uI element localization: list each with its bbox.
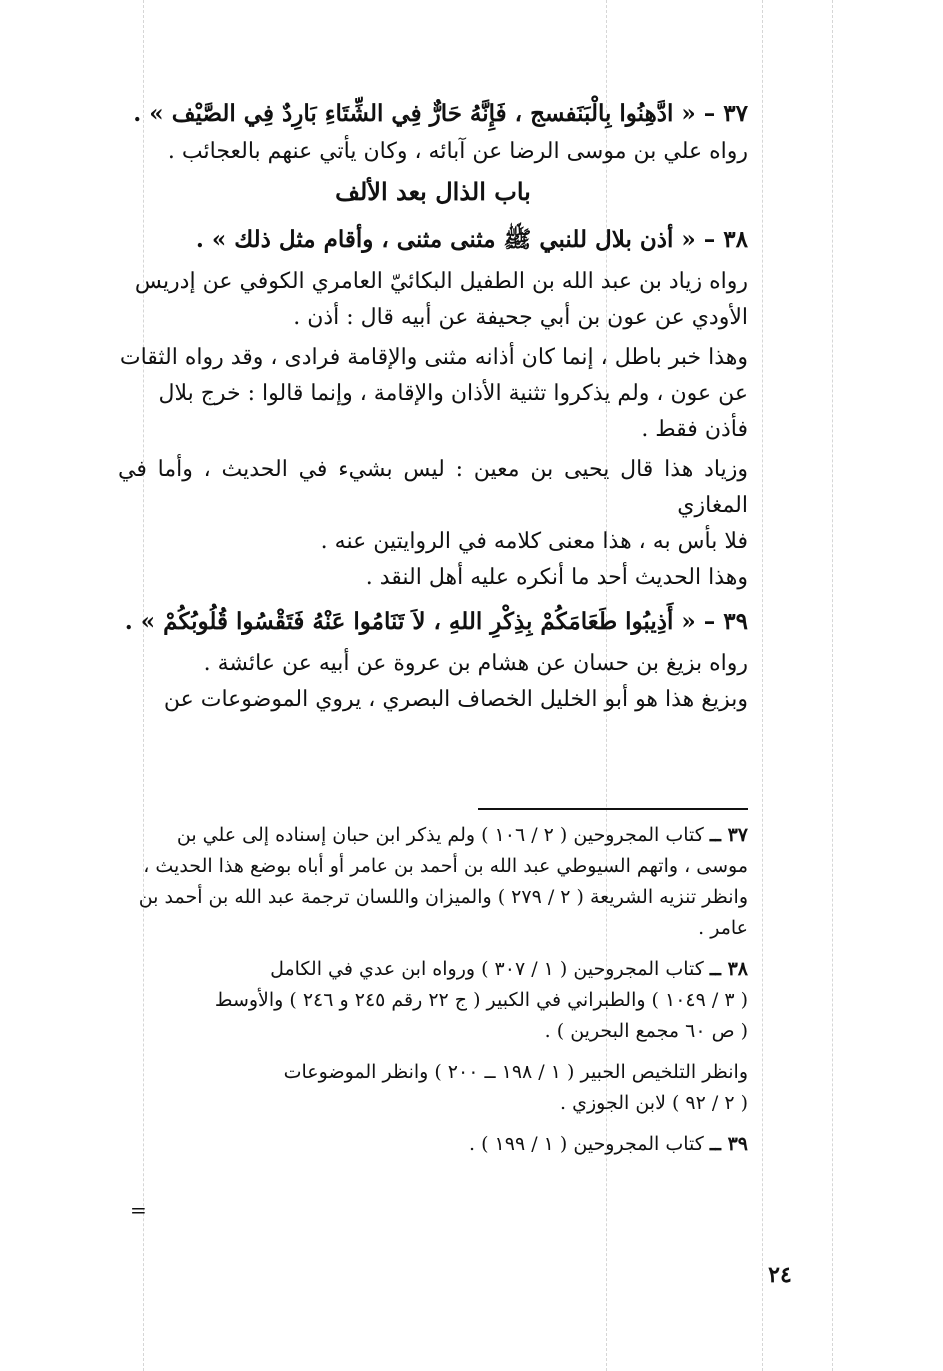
scan-guide-line bbox=[762, 0, 763, 1371]
text-line: فلا بأس به ، هذا معنى كلامه في الروايتين عنه . bbox=[320, 529, 748, 554]
footnote-39 bbox=[118, 1129, 748, 1160]
paragraph bbox=[118, 264, 748, 336]
paragraph bbox=[118, 340, 748, 448]
footnotes bbox=[118, 820, 748, 1170]
footnote-text: كتاب المجروحين ( ١ / ٣٠٧ ) ورواه ابن عدي في الكامل bbox=[270, 958, 704, 980]
paragraph bbox=[118, 452, 748, 596]
text-line: رواه بزيغ بن حسان عن هشام بن عروة عن أبيه عن عائشة . bbox=[203, 651, 748, 676]
paragraph bbox=[118, 646, 748, 718]
text-line: وزياد هذا قال يحيى بن معين : ليس بشيء في الحديث ، وأما في المغازي bbox=[118, 457, 748, 518]
hadith-37: ٣٧ – « ادَّهِنُوا بِالْبَنَفسج ، فَإِنَّهُ حَارٌّ فِي الشِّتَاءِ بَارِدٌ فِي الصَّيْف » . bbox=[133, 100, 748, 127]
footnote-37 bbox=[118, 820, 748, 944]
footnote-38-continued bbox=[118, 1057, 748, 1119]
footnote-divider bbox=[478, 808, 748, 810]
hadith-37-narration: رواه علي بن موسى الرضا عن آبائه ، وكان يأتي عنهم بالعجائب . bbox=[167, 139, 748, 164]
text-line: الأودي عن عون بن أبي جحيفة عن أبيه قال : أذن . bbox=[293, 305, 748, 330]
page-number: ٢٤ bbox=[768, 1262, 792, 1288]
text-line bbox=[118, 1129, 748, 1160]
text-line: وهذا خبر باطل ، إنما كان أذانه مثنى والإقامة فرادى ، وقد رواه الثقات bbox=[119, 345, 748, 370]
footnote-number: ٣٧ ــ bbox=[709, 824, 748, 846]
footnote-number: ٣٨ ــ bbox=[709, 958, 748, 980]
scan-guide-line bbox=[832, 0, 833, 1371]
text-line: فأذن فقط . bbox=[641, 417, 748, 442]
text-line bbox=[118, 954, 748, 985]
footnote-text: كتاب المجروحين ( ١ / ١٩٩ ) . bbox=[469, 1133, 704, 1155]
chapter-heading: باب الذال بعد الألف bbox=[335, 177, 531, 206]
text-line: وانظر التلخيص الحبير ( ١ / ١٩٨ ــ ٢٠٠ ) وانظر الموضوعات bbox=[283, 1061, 748, 1083]
text-line: وبزيغ هذا هو أبو الخليل الخصاف البصري ، يروي الموضوعات عن bbox=[163, 687, 748, 712]
continuation-mark: = bbox=[130, 1198, 147, 1222]
text-line: عن عون ، ولم يذكروا تثنية الأذان والإقامة ، وإنما قالوا : خرج بلال bbox=[158, 381, 748, 406]
footnote-number: ٣٩ ــ bbox=[709, 1133, 748, 1155]
text-line: وانظر تنزيه الشريعة ( ٢ / ٢٧٩ ) والميزان واللسان ترجمة عبد الله بن أحمد بن bbox=[138, 886, 748, 908]
text-line: موسى ، واتهم السيوطي عبد الله بن أحمد بن عامر أو أباه بوضع هذا الحديث ، bbox=[143, 855, 748, 877]
text-line: عامر . bbox=[698, 917, 748, 939]
text-line: رواه زياد بن عبد الله بن الطفيل البكائيّ العامري الكوفي عن إدريس bbox=[134, 269, 748, 294]
hadith-38: ٣٨ – « أذن بلال للنبي ﷺ مثنى مثنى ، وأقام مثل ذلك » . bbox=[195, 226, 748, 253]
hadith-39: ٣٩ – « أَذِيبُوا طَعَامَكُمْ بِذِكْرِ اللهِ ، لاَ تَنَامُوا عَنْهُ فَتَقْسُوا قُلُوبُكُمْ » . bbox=[124, 608, 748, 635]
text-line bbox=[118, 820, 748, 851]
text-line: ( ٢ / ٩٢ ) لابن الجوزي . bbox=[560, 1092, 748, 1114]
page-body bbox=[118, 88, 748, 718]
footnote-38 bbox=[118, 954, 748, 1047]
text-line: ( ص ٦٠ مجمع البحرين ) . bbox=[544, 1020, 748, 1042]
text-line: وهذا الحديث أحد ما أنكره عليه أهل النقد . bbox=[365, 565, 748, 590]
footnote-text: كتاب المجروحين ( ٢ / ١٠٦ ) ولم يذكر ابن حبان إسناده إلى علي بن bbox=[176, 824, 704, 846]
text-line: ( ٣ / ١٠٤٩ ) والطبراني في الكبير ( ج ٢٢ رقم ٢٤٥ و ٢٤٦ ) والأوسط bbox=[214, 989, 748, 1011]
